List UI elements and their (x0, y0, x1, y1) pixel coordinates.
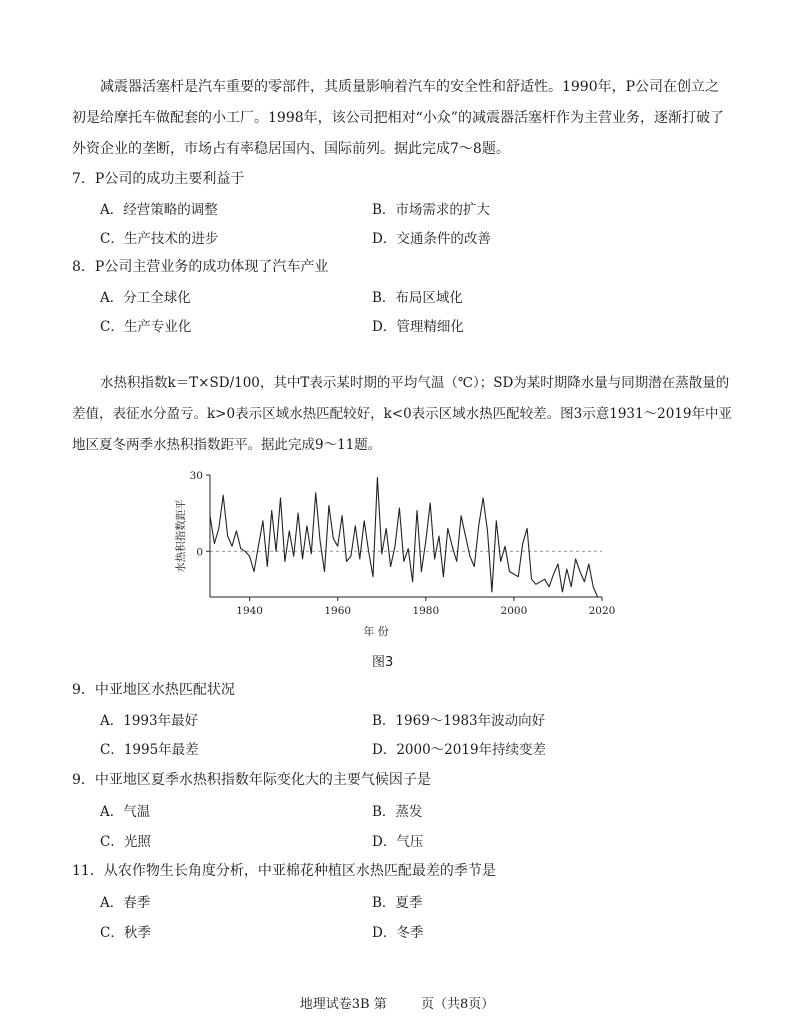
q8-option-b: B．布局区域化 (372, 290, 463, 306)
q9b-option-b: B．蒸发 (372, 804, 423, 820)
x-tick-label: 1940 (236, 605, 264, 617)
q7-option-d: D．交通条件的改善 (372, 231, 491, 247)
x-tick-label: 1980 (412, 605, 440, 617)
question-9b-stem: 9．中亚地区夏季水热积指数年际变化大的主要气候因子是 (72, 772, 431, 788)
passage-intro-9-11: 水热积指数k＝T×SD/100，其中T表示某时期的平均气温（℃）；SD为某时期降水量与同期潜在蒸散量的差值，表征水分盈亏。k>0表示区域水热匹配较好，k<0表示区域水热匹配较差。图3示意1931～2019年中亚地区夏冬两季水热积指数距平。据此完成9～11题。 (72, 375, 732, 453)
y-tick-label: 0 (196, 546, 203, 559)
question-11-stem: 11．从农作物生长角度分析，中亚棉花种植区水热匹配最差的季节是 (72, 863, 496, 879)
q9-option-c: C．1995年最差 (100, 742, 199, 758)
q11-option-d: D．冬季 (372, 925, 424, 941)
q9-option-d: D．2000～2019年持续变差 (372, 742, 547, 758)
q9-option-a: A．1993年最好 (100, 713, 199, 729)
y-axis-label: 水热积指数距平 (175, 499, 187, 573)
question-8-stem: 8．P公司主营业务的成功体现了汽车产业 (72, 259, 329, 275)
q8-option-c: C．生产专业化 (100, 319, 192, 335)
page-footer (0, 993, 794, 1012)
x-axis-label: 年 份 (363, 625, 389, 638)
question-7-stem: 7．P公司的成功主要利益于 (72, 171, 245, 187)
series-line (210, 478, 598, 598)
q9-option-b: B．1969～1983年波动向好 (372, 713, 546, 729)
x-tick-label: 1960 (324, 605, 352, 617)
q9b-option-d: D．气压 (372, 834, 424, 850)
q11-option-a: A．春季 (100, 895, 151, 911)
y-tick-label: 30 (189, 470, 203, 482)
q7-option-a: A．经营策略的调整 (100, 202, 218, 218)
q8-option-a: A．分工全球化 (100, 290, 191, 306)
x-tick-label: 2000 (500, 605, 528, 617)
q9b-option-c: C．光照 (100, 834, 151, 850)
q8-option-d: D．管理精细化 (372, 319, 464, 335)
q11-option-b: B．夏季 (372, 895, 423, 911)
anomaly-line-chart (170, 465, 630, 645)
x-tick-label: 2020 (588, 605, 616, 617)
footer-right: 页（共8页） (420, 997, 495, 1012)
footer-left: 地理试卷3B 第 (299, 997, 387, 1012)
q9b-option-a: A．气温 (100, 804, 151, 820)
q7-option-b: B．市场需求的扩大 (372, 202, 490, 218)
question-9-stem: 9．中亚地区水热匹配状况 (72, 682, 235, 698)
passage-intro-7-8: 减震器活塞杆是汽车重要的零部件，其质量影响着汽车的安全性和舒适性。1990年，P公司在创立之初是给摩托车做配套的小工厂。1998年，该公司把相对“小众”的减震器活塞杆作为主营业务，逐渐打破了外资企业的垄断，市场占有率稳居国内、国际前列。据此完成7～8题。 (72, 79, 724, 157)
q7-option-c: C．生产技术的进步 (100, 231, 219, 247)
figure-caption: 图3 (372, 655, 394, 670)
q11-option-c: C．秋季 (100, 925, 151, 941)
